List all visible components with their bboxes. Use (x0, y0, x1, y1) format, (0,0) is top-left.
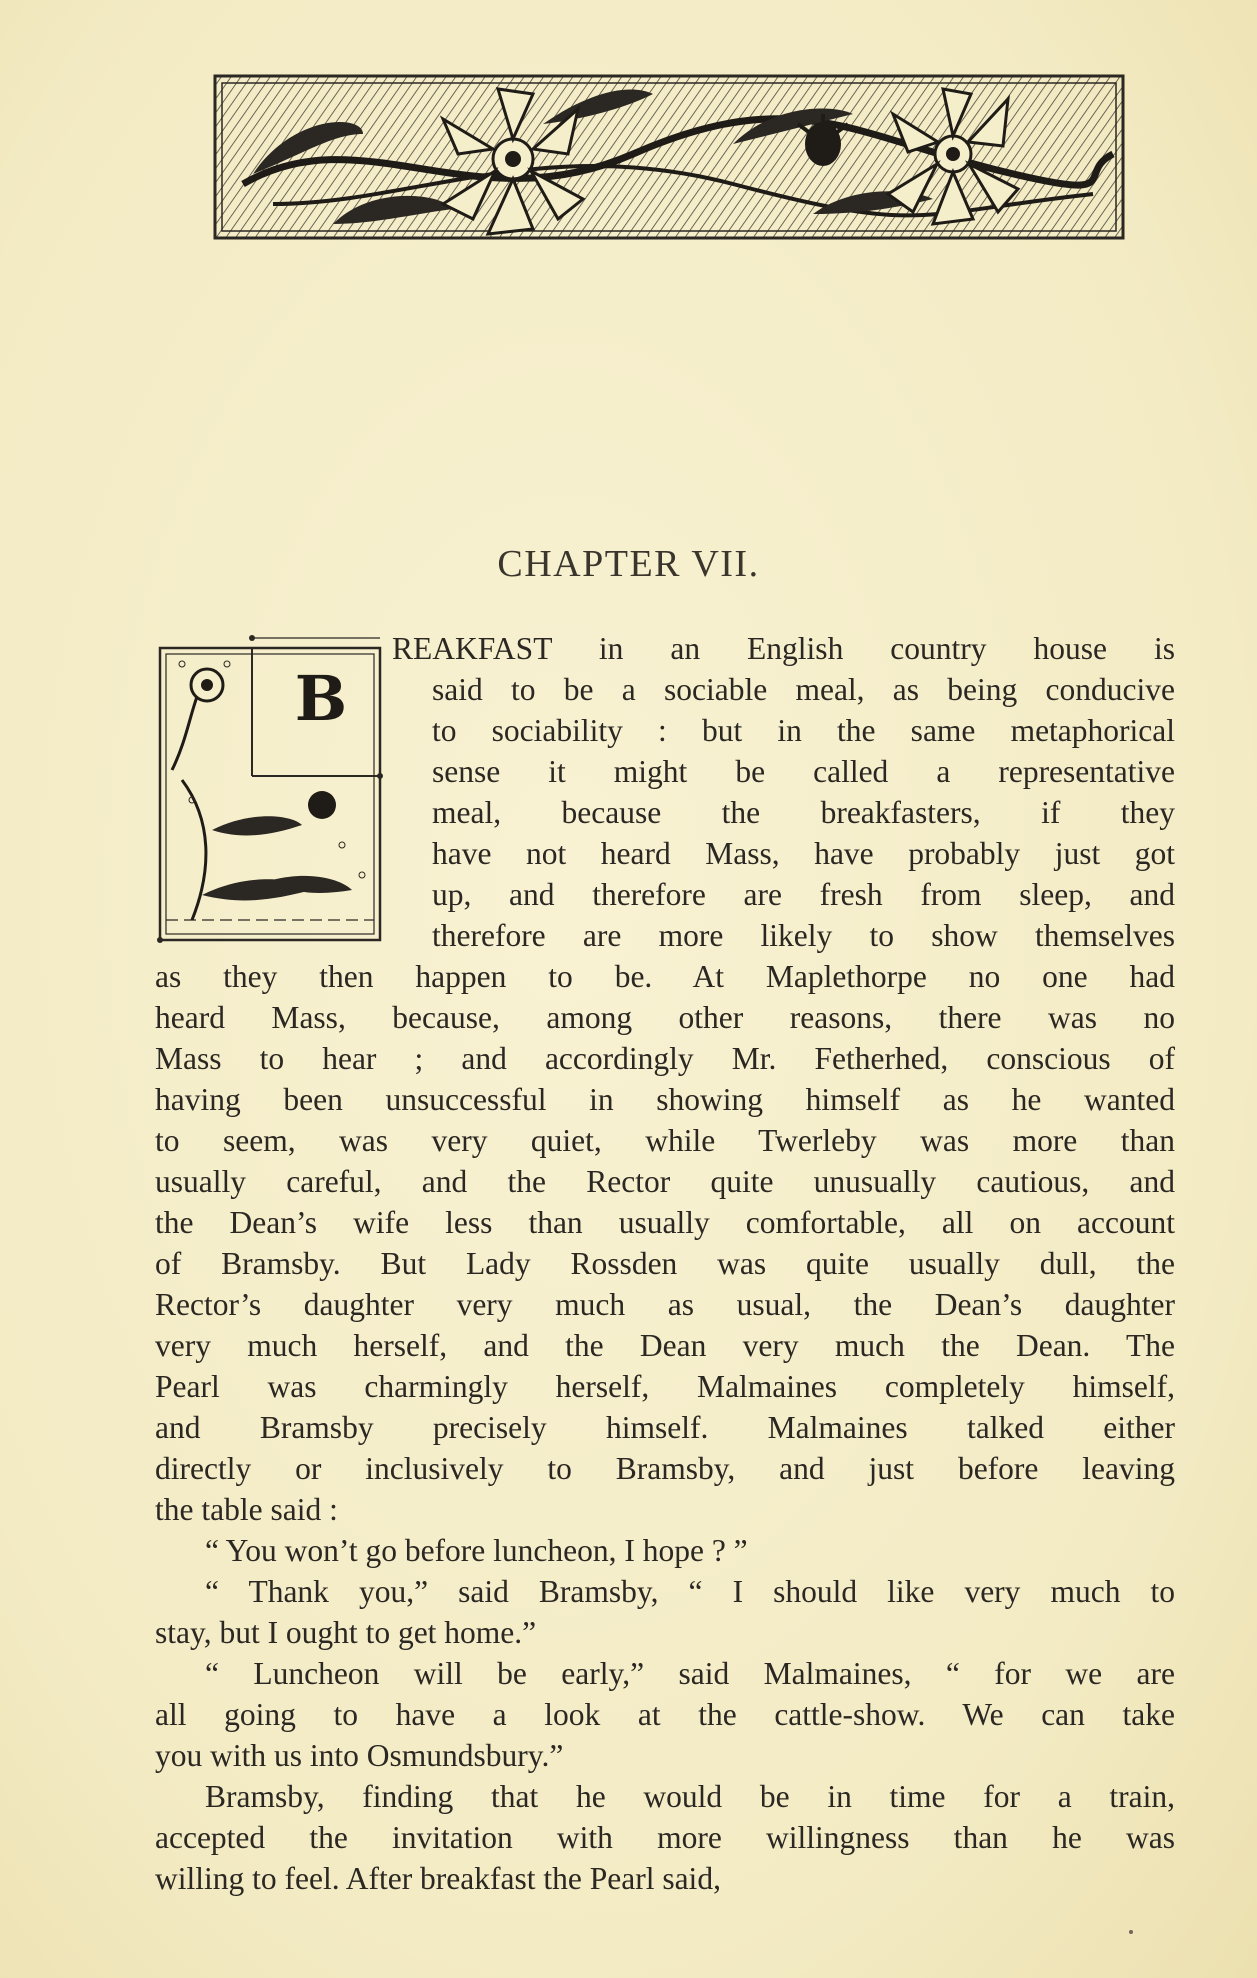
text-line: sense it might be called a representative (432, 754, 1175, 789)
text-line: having been unsuccessful in showing himself as he wanted (155, 1082, 1175, 1117)
text-line: up, and therefore are fresh from sleep, and (432, 877, 1175, 912)
text-line: “ Luncheon will be early,” said Malmaines, “ for we are (205, 1656, 1175, 1691)
text-line: REAKFAST in an English country house is (392, 631, 1175, 666)
text-line: the table said : (155, 1492, 338, 1527)
text-line: as they then happen to be. At Maplethorpe no one had (155, 959, 1175, 994)
text-line: directly or inclusively to Bramsby, and just before leaving (155, 1451, 1175, 1486)
text-line: therefore are more likely to show themselves (432, 918, 1175, 953)
text-line: and Bramsby precisely himself. Malmaines talked either (155, 1410, 1175, 1445)
text-line: usually careful, and the Rector quite unusually cautious, and (155, 1164, 1175, 1199)
chapter-title: CHAPTER VII. (497, 543, 760, 585)
text-line: Rector’s daughter very much as usual, the Dean’s daughter (155, 1287, 1175, 1322)
text-line: all going to have a look at the cattle-show. We can take (155, 1697, 1175, 1732)
chapter-body (155, 628, 1175, 1899)
text-line: very much herself, and the Dean very much the Dean. The (155, 1328, 1175, 1363)
text-line: to seem, was very quiet, while Twerleby was more than (155, 1123, 1175, 1158)
floral-headpiece-icon (213, 74, 1125, 240)
text-line: Bramsby, finding that he would be in time for a train, (205, 1779, 1175, 1814)
text-line: said to be a sociable meal, as being conducive (432, 672, 1175, 707)
text-line: Pearl was charmingly herself, Malmaines completely himself, (155, 1369, 1175, 1404)
text-line: Mass to hear ; and accordingly Mr. Fetherhed, conscious of (155, 1041, 1175, 1076)
text-line: have not heard Mass, have probably just got (432, 836, 1175, 871)
text-line: of Bramsby. But Lady Rossden was quite usually dull, the (155, 1246, 1175, 1281)
text-line: the Dean’s wife less than usually comfortable, all on account (155, 1205, 1175, 1240)
text-line: willing to feel. After breakfast the Pearl said, (155, 1861, 721, 1896)
text-line: meal, because the breakfasters, if they (432, 795, 1175, 830)
text-line: “ Thank you,” said Bramsby, “ I should like very much to (205, 1574, 1175, 1609)
ink-speck (1129, 1930, 1133, 1934)
text-line: accepted the invitation with more willingness than he was (155, 1820, 1175, 1855)
text-line: you with us into Osmundsbury.” (155, 1738, 564, 1773)
drop-cap-letter: B (294, 662, 348, 735)
text-line: “ You won’t go before luncheon, I hope ? ” (205, 1533, 748, 1568)
text-line: stay, but I ought to get home.” (155, 1615, 537, 1650)
text-line: heard Mass, because, among other reasons, there was no (155, 1000, 1175, 1035)
text-line: to sociability : but in the same metaphorical (432, 713, 1175, 748)
